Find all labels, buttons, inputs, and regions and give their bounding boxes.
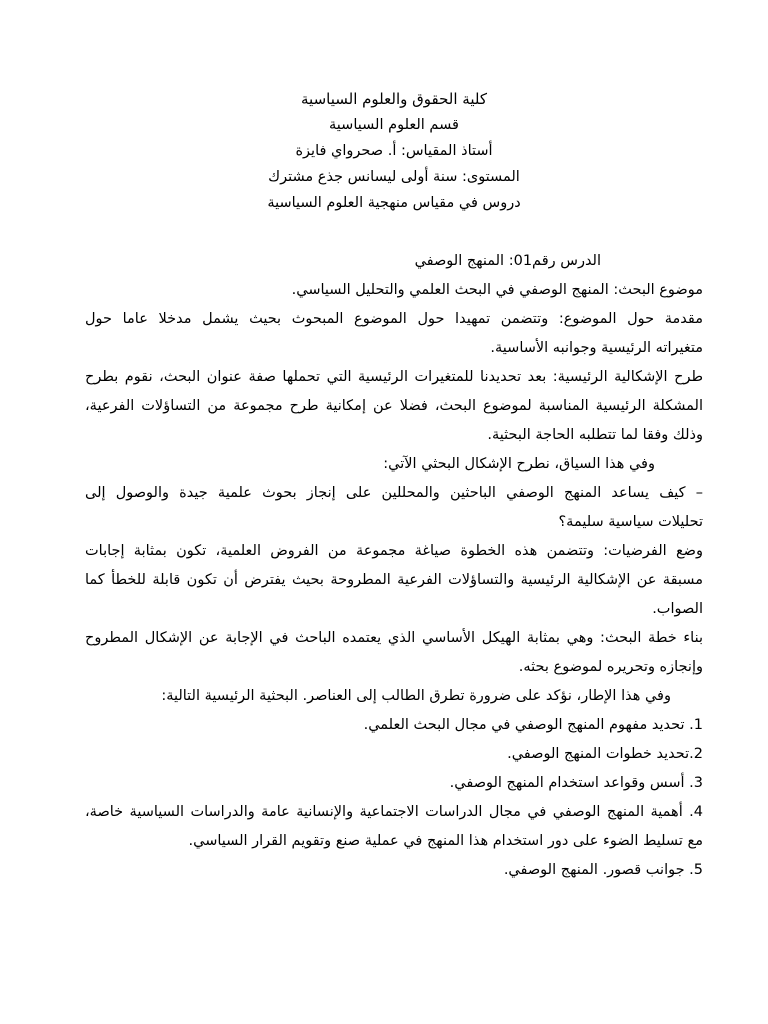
list-item-5: 5. جوانب قصور. المنهج الوصفي. bbox=[503, 862, 703, 878]
hypotheses-line-2: مسبقة عن الإشكالية الرئيسية والتساؤلات الفرعية المطروحة بحيث يفترض أن تكون قابلة للخطأ كما bbox=[85, 572, 703, 588]
hypotheses-paragraph bbox=[85, 537, 703, 624]
plan-line-2: وإنجازه وتحريره لموضوع بحثه. bbox=[518, 659, 703, 675]
lesson-title: الدرس رقم01: المنهج الوصفي bbox=[414, 253, 601, 269]
topic-paragraph bbox=[85, 276, 703, 305]
department-heading: قسم العلوم السياسية bbox=[329, 117, 459, 133]
plan-paragraph bbox=[85, 624, 703, 682]
list-item-1: 1. تحديد مفهوم المنهج الوصفي في مجال البحث العلمي. bbox=[363, 717, 703, 733]
problem-paragraph bbox=[85, 363, 703, 450]
topic-line-1: موضوع البحث: المنهج الوصفي في البحث العلمي والتحليل السياسي. bbox=[291, 282, 703, 298]
list-item-2: 2.تحديد خطوات المنهج الوصفي. bbox=[507, 746, 703, 762]
hypotheses-line-1: وضع الفرضيات: وتتضمن هذه الخطوة صياغة مجموعة من الفروض العلمية، تكون بمثابة إجابات bbox=[85, 543, 703, 559]
hypotheses-line-3: الصواب. bbox=[652, 601, 703, 617]
question-paragraph bbox=[85, 479, 703, 537]
plan-line-1: بناء خطة البحث: وهي بمثابة الهيكل الأساسي الذي يعتمده الباحث في الإجابة عن الإشكال المطروح bbox=[85, 630, 703, 646]
problem-line-2: المشكلة الرئيسية المناسبة لموضوع البحث، فضلا عن إمكانية طرح مجموعة من التساؤلات الفرعية، bbox=[85, 398, 703, 414]
intro-paragraph bbox=[85, 305, 703, 363]
header-spacer bbox=[85, 216, 703, 246]
context-line: وفي هذا السياق، نطرح الإشكال البحثي الآتي: bbox=[383, 456, 655, 472]
list-item-3: 3. أسس وقواعد استخدام المنهج الوصفي. bbox=[449, 775, 703, 791]
level-line: المستوى: سنة أولى ليسانس جذع مشترك bbox=[268, 169, 520, 185]
list-item-4-line-2: مع تسليط الضوء على دور استخدام هذا المنهج في عملية صنع وتقويم القرار السياسي. bbox=[188, 833, 703, 849]
question-line-2: تحليلات سياسية سليمة؟ bbox=[558, 514, 703, 530]
framework-line: وفي هذا الإطار، نؤكد على ضرورة تطرق الطالب إلى العناصر. البحثية الرئيسية التالية: bbox=[161, 688, 671, 704]
problem-line-3: وذلك وفقا لما تتطلبه الحاجة البحثية. bbox=[487, 427, 703, 443]
faculty-heading: كلية الحقوق والعلوم السياسية bbox=[301, 90, 487, 108]
intro-line-2: متغيراته الرئيسية وجوانبه الأساسية. bbox=[490, 340, 703, 356]
list-item-4 bbox=[85, 798, 703, 856]
problem-line-1: طرح الإشكالية الرئيسية: بعد تحديدنا للمتغيرات الرئيسية التي تحملها صفة عنوان البحث، نقوم بطرح bbox=[85, 369, 703, 385]
question-line-1: – كيف يساعد المنهج الوصفي الباحثين والمحللين على إنجاز بحوث علمية جيدة والوصول إلى bbox=[85, 485, 703, 501]
professor-line: أستاذ المقياس: أ. صحرواي فايزة bbox=[295, 143, 493, 159]
course-line: دروس في مقياس منهجية العلوم السياسية bbox=[267, 195, 521, 211]
list-item-4-line-1: 4. أهمية المنهج الوصفي في مجال الدراسات الاجتماعية والإنسانية عامة والدراسات السياسية خاصة، bbox=[85, 804, 703, 820]
document-page bbox=[85, 86, 703, 885]
intro-line-1: مقدمة حول الموضوع: وتتضمن تمهيدا حول الموضوع المبحوث بحيث يشمل مدخلا عاما حول bbox=[85, 311, 703, 327]
